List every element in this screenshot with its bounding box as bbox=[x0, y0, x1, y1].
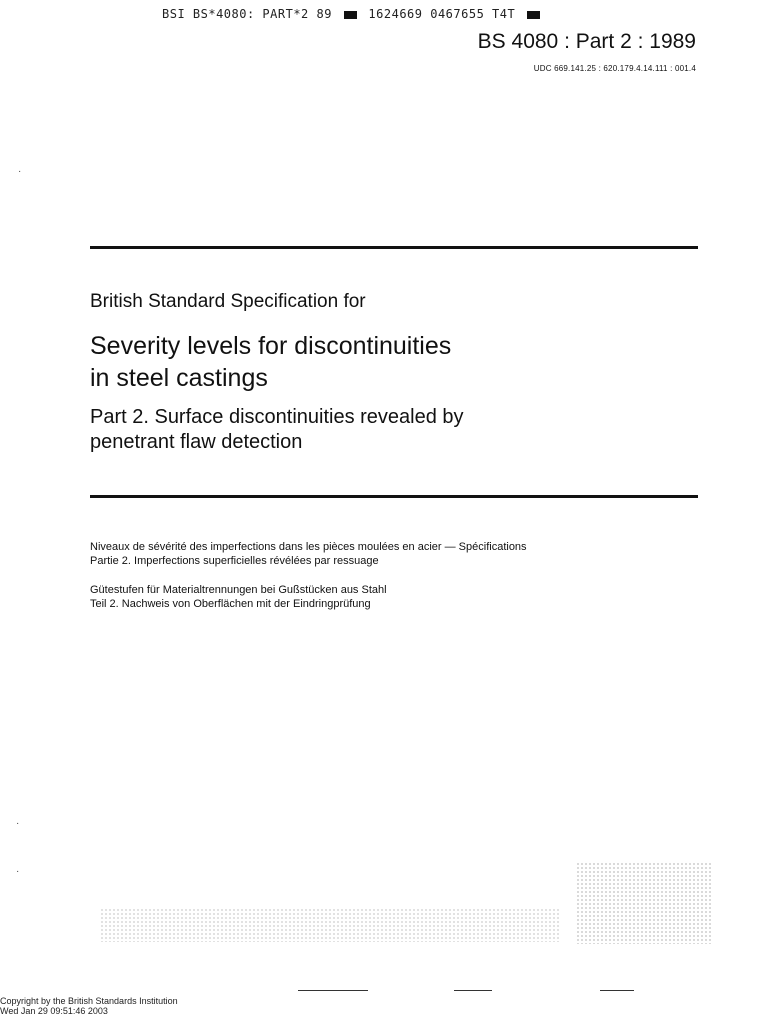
french-title-line: Niveaux de sévérité des imperfections dans les pièces moulées en acier — Spécifications bbox=[90, 541, 527, 553]
timestamp-line: Wed Jan 29 09:51:46 2003 bbox=[0, 1006, 108, 1016]
part-title-line: penetrant flaw detection bbox=[90, 431, 303, 453]
scan-speck: · bbox=[18, 166, 22, 177]
scan-block-mark bbox=[344, 11, 357, 19]
scan-dash bbox=[600, 990, 634, 991]
copyright-notice bbox=[0, 996, 178, 1016]
german-title bbox=[90, 583, 650, 611]
french-title-line: Partie 2. Imperfections superficielles révélées par ressuage bbox=[90, 555, 379, 567]
scan-noise-band bbox=[100, 908, 560, 942]
main-title bbox=[90, 330, 610, 394]
scan-speck: · bbox=[16, 818, 20, 829]
german-title-line: Teil 2. Nachweis von Oberflächen mit der Eindringprüfung bbox=[90, 598, 371, 610]
scan-code-left: BSI BS*4080: PART*2 89 bbox=[162, 7, 332, 21]
scan-dash bbox=[454, 990, 492, 991]
main-title-line: in steel castings bbox=[90, 364, 268, 392]
scan-code-mid: 1624669 0467655 bbox=[368, 7, 485, 21]
scan-speck: · bbox=[16, 866, 20, 877]
part-title bbox=[90, 405, 610, 455]
scan-block-mark-end bbox=[527, 11, 540, 19]
standard-number: BS 4080 : Part 2 : 1989 bbox=[477, 30, 696, 53]
udc-code: UDC 669.141.25 : 620.179.4.14.111 : 001.4 bbox=[533, 64, 696, 73]
main-title-line: Severity levels for discontinuities bbox=[90, 332, 452, 360]
spec-for-heading: British Standard Specification for bbox=[90, 291, 366, 312]
scan-dash bbox=[298, 990, 368, 991]
french-title bbox=[90, 540, 650, 568]
german-title-line: Gütestufen für Materialtrennungen bei Gußstücken aus Stahl bbox=[90, 584, 387, 596]
copyright-line: Copyright by the British Standards Institution bbox=[0, 996, 178, 1006]
scan-code-right: T4T bbox=[492, 7, 516, 21]
part-title-line: Part 2. Surface discontinuities revealed by bbox=[90, 406, 464, 428]
bottom-rule bbox=[90, 495, 698, 498]
scan-code-line bbox=[162, 7, 544, 21]
scan-noise-block bbox=[576, 862, 712, 944]
top-rule bbox=[90, 246, 698, 249]
